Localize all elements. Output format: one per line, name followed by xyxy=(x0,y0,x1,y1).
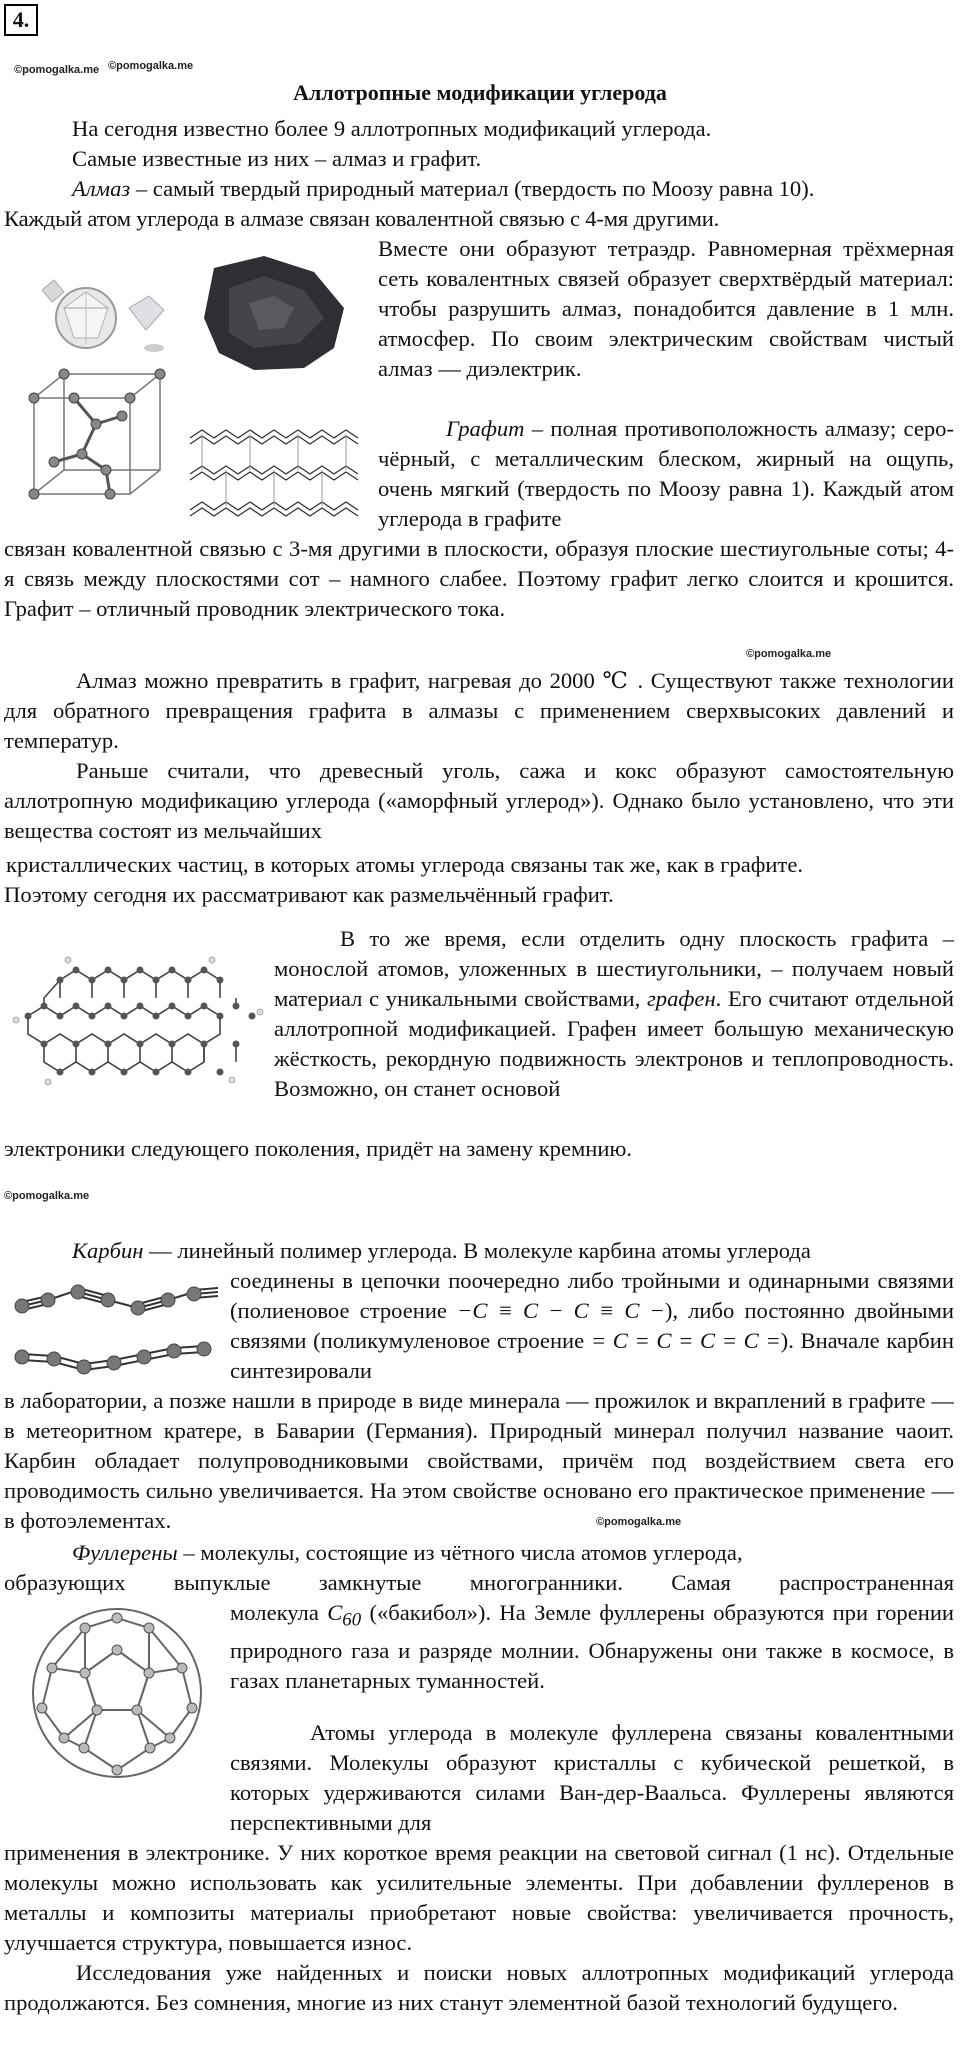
fullerene-c60-figure xyxy=(22,1598,212,1788)
watermark: ©pomogalka.me xyxy=(596,1516,682,1528)
term-karbin: Карбин xyxy=(72,1238,144,1263)
fulleren-line-2: образующих выпуклые замкнутые многогранники. Самая распространенная xyxy=(4,1570,954,1595)
karbin-paragraph-side: соединены в цепочки поочередно либо тройными и одинарными связями (полиеновое строение −C ≡ C − C ≡ C −), либо постоянно двойными связями (поликумуленовое строение = C = C = C = C =). Вначале карбин синтезировали xyxy=(230,1268,954,1383)
page-number: 4. xyxy=(4,4,38,36)
watermark: ©pomogalka.me xyxy=(14,64,100,76)
c60-formula: $C_{60}$ xyxy=(327,1600,362,1631)
cumulene-formula: = C = C = C = C = xyxy=(590,1328,781,1353)
fulleren-paragraph-side-2: Атомы углерода в молекуле фуллерена связаны ковалентными связями. Молекулы образуют кристаллы с кубической решеткой, в которых удерживаются силами Ван-дер-Ваальса. Фуллерены являются перспективными для xyxy=(230,1720,954,1835)
term-almaz: Алмаз xyxy=(72,176,131,201)
fulleren-paragraph-side: молекула $C_{60}$ («бакибол»). На Земле фуллерены образуются при горении природного газа и разряде молнии. Обнаружены они также в космосе, в газах планетарных туманностей. xyxy=(230,1600,954,1693)
graphene-figure xyxy=(8,946,268,1096)
page-title: Аллотропные модификации углерода xyxy=(293,80,667,105)
grafit-paragraph: связан ковалентной связью с 3-мя другими в плоскости, образуя плоские шестиугольные соты; 4-я связь между плоскостями сот – намного слабее. Поэтому графит легко слоится и крошится. Графит – отличный проводник электрического тока. xyxy=(4,536,954,621)
almaz-line-2: Каждый атом углерода в алмазе связан ковалентной связью с 4-мя другими. xyxy=(4,206,720,231)
amorphous-paragraph-line: кристаллических частиц, в которых атомы углерода связаны так же, как в графите. xyxy=(6,852,804,877)
polyyne-formula: −C ≡ C − C ≡ C − xyxy=(457,1298,665,1323)
term-fullereny: Фуллерены xyxy=(72,1540,178,1565)
graphite-layers-illustration xyxy=(190,430,358,516)
watermark: ©pomogalka.me xyxy=(108,60,194,72)
final-paragraph: Исследования уже найденных и поиски новых аллотропных модификаций углерода продолжаются. Без сомнения, многие из них станут элементной базой технологий будущего. xyxy=(4,1960,954,2015)
grafit-paragraph-side: Графит – полная противоположность алмазу; серо-чёрный, с металлическим блеском, жирный на ощупь, очень мягкий (твердость по Моозу равна 1). Каждый атом углерода в графите xyxy=(378,416,954,531)
intro-line-1: На сегодня известно более 9 аллотропных модификаций углерода. xyxy=(72,116,712,141)
intro-line-2: Самые известные из них – алмаз и графит. xyxy=(72,146,482,171)
karbin-line-1: Карбин — линейный полимер углерода. В молекуле карбина атомы углерода xyxy=(72,1238,811,1263)
grafen-paragraph-side: В то же время, если отделить одну плоскость графита – монослой атомов, уложенных в шестиугольники, – получаем новый материал с уникальными свойствами, графен. Его считают отдельной аллотропной модификацией. Графен имеет большую механическую жёсткость, рекордную подвижность электронов и теплопроводность. Возможно, он станет основой xyxy=(274,926,954,1101)
diamond-lattice-illustration xyxy=(29,369,165,499)
term-grafen: графен xyxy=(646,986,716,1011)
karbin-paragraph: в лаборатории, а позже нашли в природе в виде минерала — прожилок и вкраплений в графите — в метеоритном кратере, в Баварии (Германия). Природный минерал получил название чаоит. Карбин обладает полупроводниковыми свойствами, причём под воздействием света его проводимость сильно увеличивается. На этом свойстве основано его практическое применение — в фотоэлементах. xyxy=(4,1388,954,1533)
watermark: ©pomogalka.me xyxy=(4,1190,90,1202)
fulleren-paragraph: применения в электронике. У них короткое время реакции на световой сигнал (1 нс). Отдельные молекулы можно использовать как усилительные элементы. При добавлении фуллеренов в металлы и композиты материалы приобретают новые свойства: увеличивается прочность, улучшается структура, повышается износ. xyxy=(4,1840,954,1955)
amorphous-paragraph-line: Поэтому сегодня их рассматривают как размельчённый графит. xyxy=(4,882,614,907)
carbyne-chain-figure xyxy=(8,1276,228,1386)
watermark: ©pomogalka.me xyxy=(746,648,832,660)
diamond-graphite-figure xyxy=(14,248,374,538)
fulleren-line-1: Фуллерены – молекулы, состоящие из чётного числа атомов углерода, xyxy=(72,1540,743,1565)
almaz-paragraph: Вместе они образуют тетраэдр. Равномерная трёхмерная сеть ковалентных связей образует сверхтвёрдый материал: чтобы разрушить алмаз, понадобится давление в 1 млн. атмосфер. По своим электрическим свойствам чистый алмаз — диэлектрик. xyxy=(378,236,954,381)
diamond-crystal-illustration xyxy=(42,280,164,352)
transform-paragraph: Алмаз можно превратить в графит, нагревая до 2000 ℃ . Существуют также технологии для обратного превращения графита в алмазы с применением сверхвысоких давлений и температур. xyxy=(4,668,954,753)
grafen-paragraph-line: электроники следующего поколения, придёт на замену кремнию. xyxy=(4,1136,633,1161)
amorphous-paragraph: Раньше считали, что древесный уголь, сажа и кокс образуют самостоятельную аллотропную модификацию углерода («аморфный углерод»). Однако было установлено, что эти вещества состоят из мельчайших xyxy=(4,758,954,843)
term-grafit: Графит xyxy=(446,416,525,441)
almaz-line-1: Алмаз – самый твердый природный материал (твердость по Моозу равна 10). xyxy=(72,176,815,201)
graphite-rock-illustration xyxy=(204,256,344,370)
